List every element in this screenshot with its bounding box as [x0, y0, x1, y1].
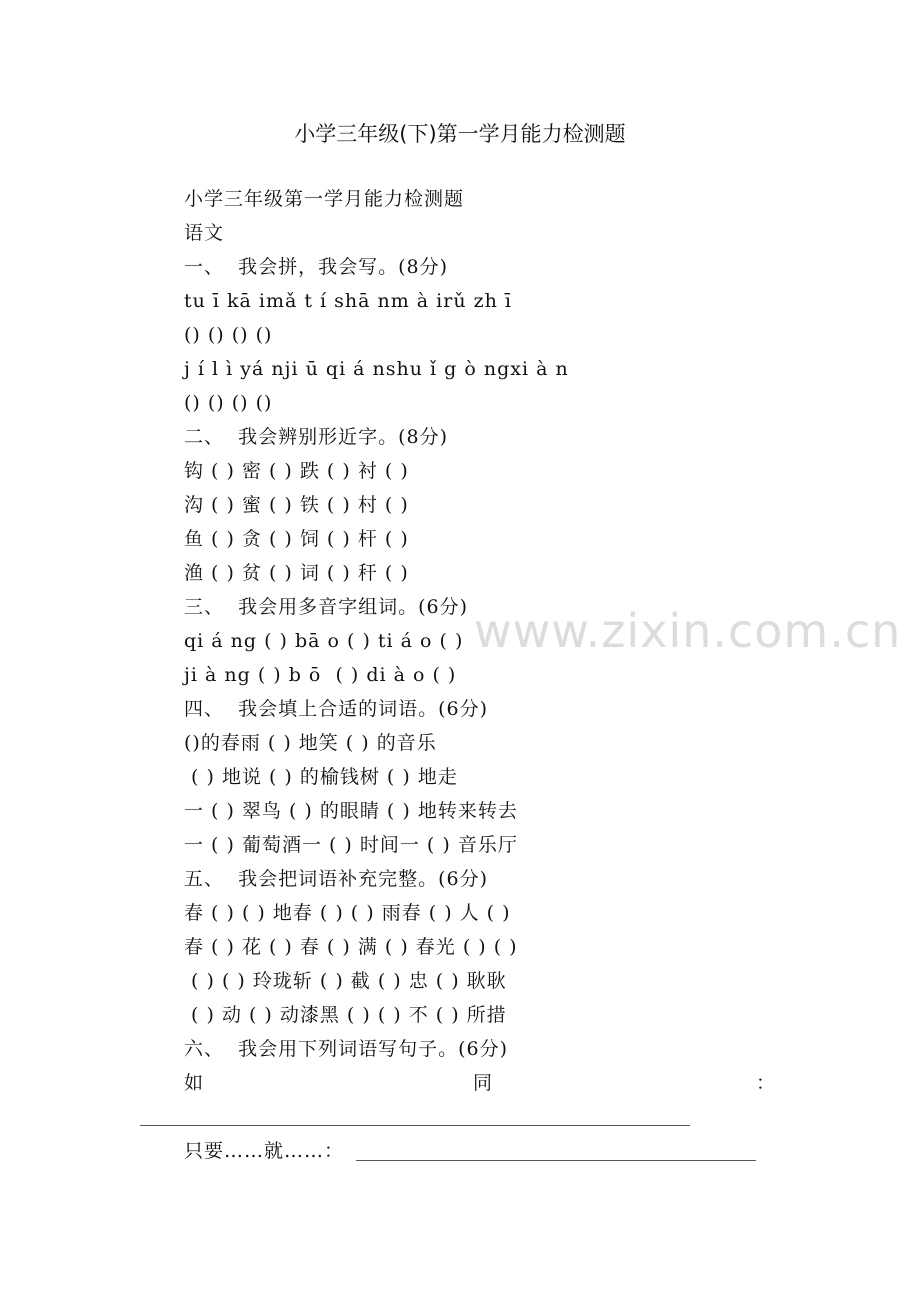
sentence-1-answer-line[interactable]: [140, 1125, 690, 1126]
idiom-row-2: 春 ( ) 花 ( ) 春 ( ) 满 ( ) 春光 ( ) ( ): [184, 936, 518, 958]
sentence-2-answer-line[interactable]: [356, 1160, 756, 1161]
subtitle: 小学三年级第一学月能力检测题: [184, 188, 465, 210]
sentence-1-colon: ：: [756, 1072, 777, 1094]
watermark-text: www.zixin.com.cn: [474, 604, 902, 658]
section-3-heading: 三、 我会用多音字组词。(6分): [184, 596, 468, 618]
section-6-heading: 六、 我会用下列词语写句子。(6分): [184, 1038, 508, 1060]
sentence-2-label: 只要……就……：: [184, 1140, 345, 1162]
fill-row-1: ()的春雨 ( ) 地笑 ( ) 的音乐: [184, 732, 437, 754]
fill-row-4: 一 ( ) 葡萄酒一 ( ) 时间一 ( ) 音乐厅: [184, 834, 518, 856]
char-row-4: 渔 ( ) 贫 ( ) 词 ( ) 秆 ( ): [184, 562, 409, 584]
char-row-1: 钩 ( ) 密 ( ) 跌 ( ) 衬 ( ): [184, 460, 409, 482]
blank-row-2: () () () (): [184, 392, 273, 414]
polyphone-row-1: qi á ng ( ) bā o ( ) ti á o ( ): [184, 630, 464, 652]
idiom-row-1: 春 ( ) ( ) 地春 ( ) ( ) 雨春 ( ) 人 ( ): [184, 902, 511, 924]
section-5-heading: 五、 我会把词语补充完整。(6分): [184, 868, 488, 890]
idiom-row-3: ( ) ( ) 玲珑斩 ( ) 截 ( ) 忠 ( ) 耿耿: [184, 970, 507, 992]
pinyin-row-1: tu ī kā imǎ t í shā nm à irǔ zh ī: [184, 290, 512, 312]
page-title: 小学三年级(下)第一学月能力检测题: [294, 122, 626, 146]
section-1-heading: 一、 我会拼，我会写。(8分): [184, 256, 448, 278]
fill-row-3: 一 ( ) 翠鸟 ( ) 的眼睛 ( ) 地转来转去: [184, 800, 518, 822]
char-row-2: 沟 ( ) 蜜 ( ) 铁 ( ) 村 ( ): [184, 494, 409, 516]
blank-row-1: () () () (): [184, 324, 273, 346]
fill-row-2: ( ) 地说 ( ) 的榆钱树 ( ) 地走: [184, 766, 458, 788]
sentence-1-word-b: 同: [473, 1072, 494, 1094]
polyphone-row-2: ji à ng ( ) b ō ( ) di à o ( ): [184, 664, 457, 686]
char-row-3: 鱼 ( ) 贪 ( ) 饲 ( ) 杆 ( ): [184, 528, 409, 550]
pinyin-row-2: j í l ì yá nji ū qi á nshu ǐ g ò ngxi à n: [184, 358, 569, 380]
sentence-1-word-a: 如: [184, 1072, 205, 1094]
section-2-heading: 二、 我会辨别形近字。(8分): [184, 426, 448, 448]
section-4-heading: 四、 我会填上合适的词语。(6分): [184, 698, 488, 720]
idiom-row-4: ( ) 动 ( ) 动漆黑 ( ) ( ) 不 ( ) 所措: [184, 1004, 507, 1026]
subject-label: 语文: [184, 222, 225, 244]
